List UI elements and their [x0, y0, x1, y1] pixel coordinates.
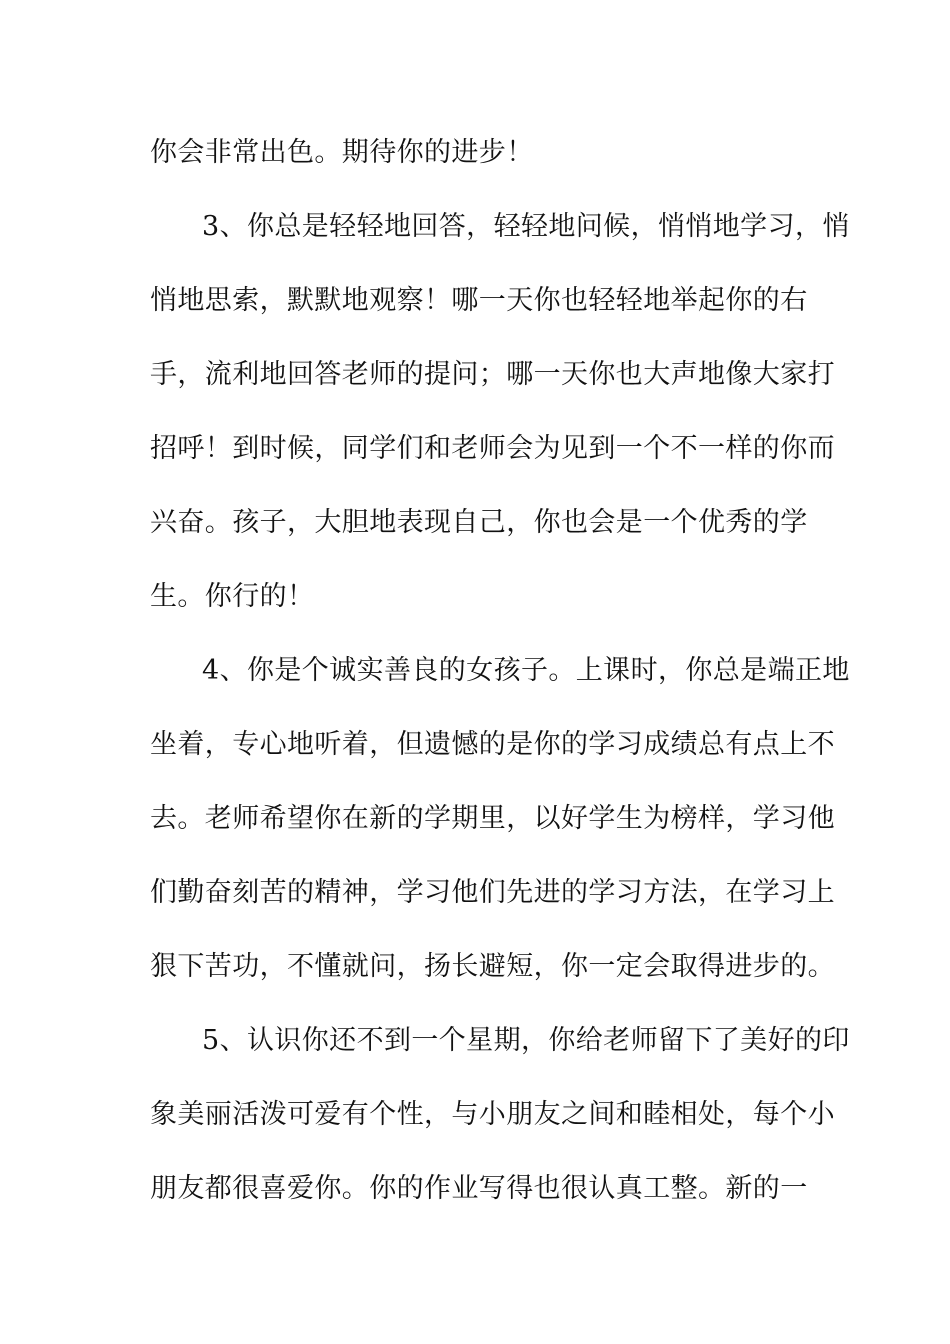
paragraph-3-start: 3、你总是轻轻地回答，轻轻地问候，悄悄地学习，悄	[202, 211, 850, 242]
text-line: 兴奋。孩子，大胆地表现自己，你也会是一个优秀的学	[150, 507, 808, 538]
text-line: 悄地思索，默默地观察！哪一天你也轻轻地举起你的右	[150, 285, 808, 316]
text-line: 生。你行的！	[150, 581, 315, 612]
text-line: 招呼！到时候，同学们和老师会为见到一个不一样的你而	[150, 433, 835, 464]
paragraph-5-start: 5、认识你还不到一个星期，你给老师留下了美好的印	[202, 1025, 850, 1056]
text-line: 们勤奋刻苦的精神，学习他们先进的学习方法，在学习上	[150, 877, 835, 908]
paragraph-4-start: 4、你是个诚实善良的女孩子。上课时，你总是端正地	[202, 655, 850, 686]
text-line: 狠下苦功，不懂就问，扬长避短，你一定会取得进步的。	[150, 951, 835, 982]
text-line: 坐着，专心地听着，但遗憾的是你的学习成绩总有点上不	[150, 729, 835, 760]
text-line: 手，流利地回答老师的提问；哪一天你也大声地像大家打	[150, 359, 835, 390]
text-line: 象美丽活泼可爱有个性，与小朋友之间和睦相处，每个小	[150, 1099, 835, 1130]
text-line: 朋友都很喜爱你。你的作业写得也很认真工整。新的一	[150, 1173, 808, 1204]
text-line: 你会非常出色。期待你的进步！	[150, 137, 534, 168]
text-line: 去。老师希望你在新的学期里，以好学生为榜样，学习他	[150, 803, 835, 834]
